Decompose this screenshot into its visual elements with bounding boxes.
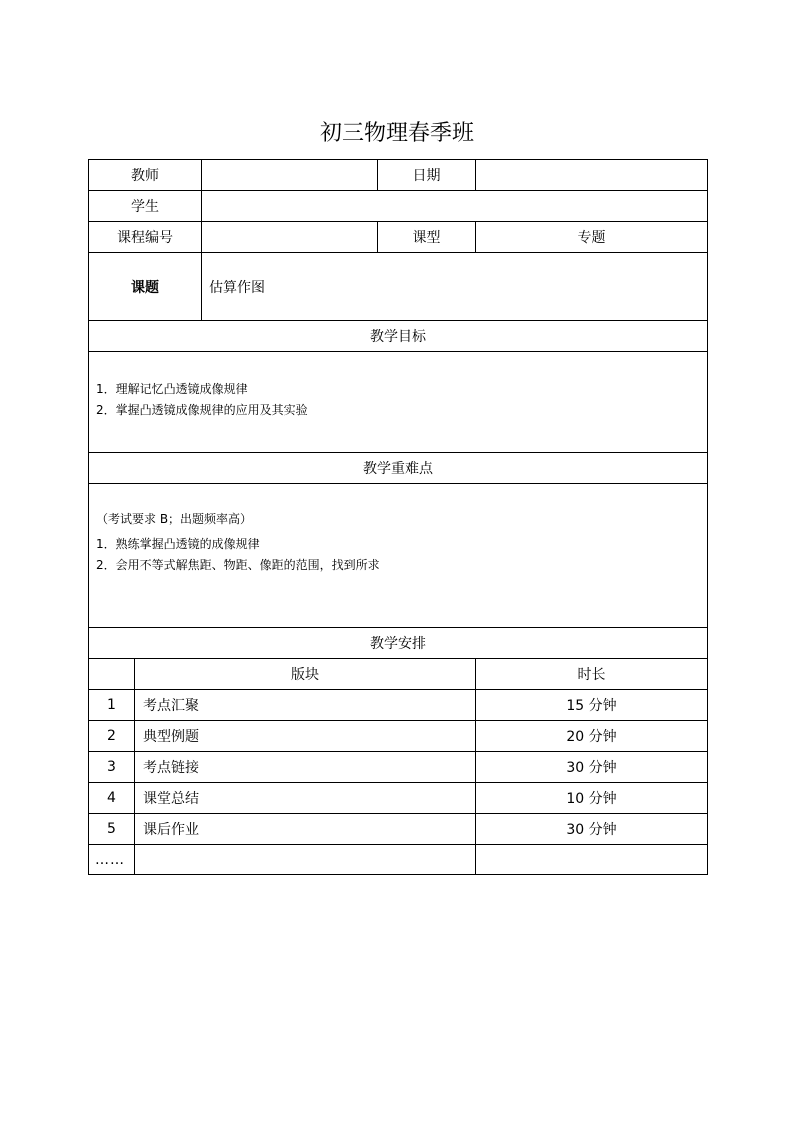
schedule-heading-row xyxy=(89,628,708,659)
row-duration-empty xyxy=(476,845,708,875)
schedule-heading: 教学安排 xyxy=(89,628,708,659)
student-field[interactable] xyxy=(202,191,708,222)
date-field[interactable] xyxy=(476,160,708,191)
topic-row xyxy=(89,253,708,321)
teacher-row xyxy=(89,160,708,191)
objective-item: 2．掌握凸透镜成像规律的应用及其实验 xyxy=(96,403,308,417)
date-label: 日期 xyxy=(378,160,476,191)
topic-value: 估算作图 xyxy=(202,253,708,321)
course-type-label: 课型 xyxy=(378,222,476,253)
row-duration: 30 分钟 xyxy=(476,752,708,783)
row-block-empty xyxy=(135,845,476,875)
row-number: 1 xyxy=(89,690,135,721)
row-block: 课堂总结 xyxy=(135,783,476,814)
row-block: 典型例题 xyxy=(135,721,476,752)
row-duration: 10 分钟 xyxy=(476,783,708,814)
key-point-item: 2．会用不等式解焦距、物距、像距的范围，找到所求 xyxy=(96,558,380,572)
student-label: 学生 xyxy=(89,191,202,222)
course-type-value: 专题 xyxy=(476,222,708,253)
row-block: 课后作业 xyxy=(135,814,476,845)
row-duration: 15 分钟 xyxy=(476,690,708,721)
page-title: 初三物理春季班 xyxy=(319,121,474,146)
course-row xyxy=(89,222,708,253)
table-row xyxy=(89,690,708,721)
ellipsis-row xyxy=(89,845,708,875)
row-number: 5 xyxy=(89,814,135,845)
row-duration: 30 分钟 xyxy=(476,814,708,845)
lesson-plan-table xyxy=(88,159,708,875)
key-points-heading: 教学重难点 xyxy=(89,453,708,484)
student-row xyxy=(89,191,708,222)
row-block: 考点链接 xyxy=(135,752,476,783)
row-ellipsis: …… xyxy=(89,845,135,875)
table-row xyxy=(89,814,708,845)
topic-label: 课题 xyxy=(89,253,202,321)
schedule-header-row xyxy=(89,659,708,690)
table-row xyxy=(89,783,708,814)
objectives-heading: 教学目标 xyxy=(89,321,708,352)
key-points-row xyxy=(89,484,708,628)
key-points-content xyxy=(89,484,708,628)
objectives-content xyxy=(89,352,708,453)
key-points-note: （考试要求 B；出题频率高） xyxy=(96,512,253,526)
schedule-number-header xyxy=(89,659,135,690)
row-number: 4 xyxy=(89,783,135,814)
teacher-label: 教师 xyxy=(89,160,202,191)
schedule-block-header: 版块 xyxy=(135,659,476,690)
course-code-field[interactable] xyxy=(202,222,378,253)
objectives-row xyxy=(89,352,708,453)
row-number: 3 xyxy=(89,752,135,783)
teacher-field[interactable] xyxy=(202,160,378,191)
table-row xyxy=(89,752,708,783)
objective-item: 1．理解记忆凸透镜成像规律 xyxy=(96,382,248,396)
objectives-heading-row xyxy=(89,321,708,352)
row-duration: 20 分钟 xyxy=(476,721,708,752)
schedule-duration-header: 时长 xyxy=(476,659,708,690)
table-row xyxy=(89,721,708,752)
key-points-heading-row xyxy=(89,453,708,484)
row-block: 考点汇聚 xyxy=(135,690,476,721)
key-point-item: 1．熟练掌握凸透镜的成像规律 xyxy=(96,537,260,551)
course-code-label: 课程编号 xyxy=(89,222,202,253)
row-number: 2 xyxy=(89,721,135,752)
